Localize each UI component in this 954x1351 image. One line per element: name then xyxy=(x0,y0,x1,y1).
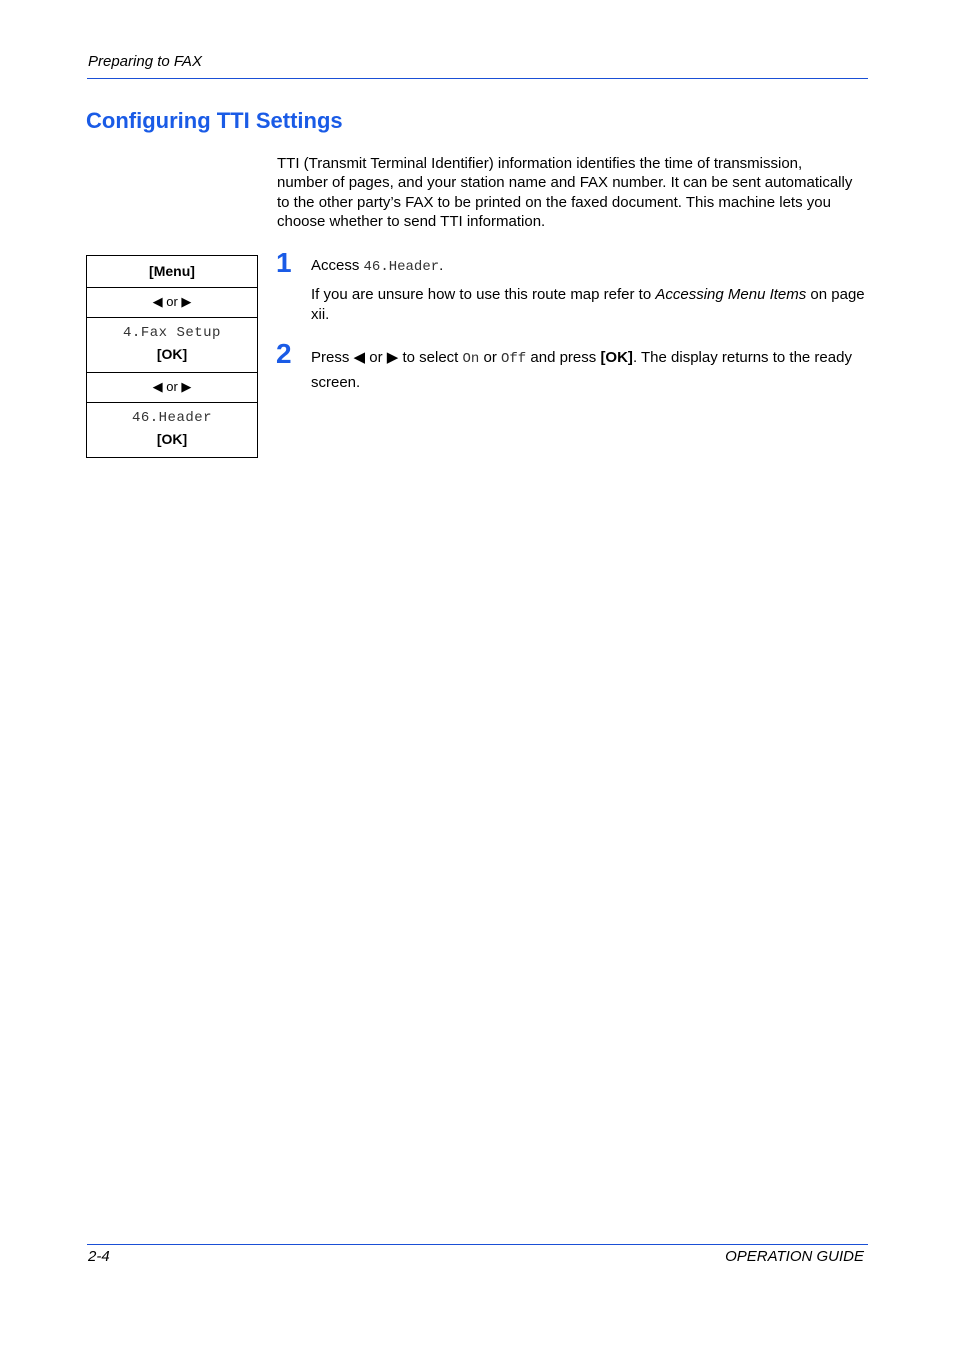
option-off: Off xyxy=(501,351,527,367)
route-map-menu-item-fax-setup: 4.Fax Setup xyxy=(123,325,221,341)
right-arrow-icon: ▶ xyxy=(386,349,399,366)
step-2-to-select: to select xyxy=(398,349,463,366)
route-map-screen-1 xyxy=(87,318,257,373)
route-map xyxy=(86,255,258,458)
right-arrow-icon: ▶ xyxy=(181,294,192,309)
step-1-text xyxy=(311,256,867,277)
ok-key-label: [OK] xyxy=(600,349,633,366)
step-2-or-2: or xyxy=(479,349,501,366)
step-2-rest: . The display returns to the ready screen. xyxy=(311,349,852,391)
step-1-suffix: . xyxy=(439,257,444,274)
footer-rule xyxy=(87,1244,868,1245)
header-rule xyxy=(87,78,868,79)
accessing-menu-items-reference: Accessing Menu Items xyxy=(655,286,807,303)
step-1-note-suffix: on page xii. xyxy=(311,286,865,323)
step-1-note-prefix: If you are unsure how to use this route map refer to xyxy=(311,286,656,303)
step-2-text xyxy=(311,346,867,394)
route-map-or-label: or xyxy=(166,294,178,309)
step-2-and-press: and press xyxy=(526,349,601,366)
step-1-prefix: Access xyxy=(311,257,364,274)
step-2-or: or xyxy=(365,349,387,366)
running-header: Preparing to FAX xyxy=(88,53,202,70)
option-on: On xyxy=(462,351,480,367)
route-map-menu-key: [Menu] xyxy=(87,256,257,288)
left-arrow-icon: ◀ xyxy=(152,379,163,394)
route-map-screen-2 xyxy=(87,403,257,458)
route-map-arrows-2 xyxy=(87,373,257,403)
page-title: Configuring TTI Settings xyxy=(86,108,343,133)
step-2-press: Press xyxy=(311,349,354,366)
route-map-menu-item-header: 46.Header xyxy=(131,410,213,426)
route-map-ok-key: [OK] xyxy=(156,346,188,362)
right-arrow-icon: ▶ xyxy=(181,379,192,394)
intro-paragraph: TTI (Transmit Terminal Identifier) information identifies the time of transmission, number of pages, and your station name and FAX number. It can be sent automatically to the other party’s FAX to be printed on the faxed document. This machine lets you choose whether to send TTI information. xyxy=(277,155,853,230)
guide-title: OPERATION GUIDE xyxy=(725,1248,864,1265)
left-arrow-icon: ◀ xyxy=(152,294,163,309)
route-map-ok-key: [OK] xyxy=(156,431,188,447)
step-1-note xyxy=(311,285,867,325)
route-map-or-label: or xyxy=(166,379,178,394)
left-arrow-icon: ◀ xyxy=(353,349,366,366)
page-number: 2-4 xyxy=(88,1248,110,1265)
step-number-1: 1 xyxy=(276,247,292,278)
step-number-2: 2 xyxy=(276,338,292,369)
step-1-menu-code: 46.Header xyxy=(363,259,440,275)
route-map-arrows-1 xyxy=(87,288,257,318)
